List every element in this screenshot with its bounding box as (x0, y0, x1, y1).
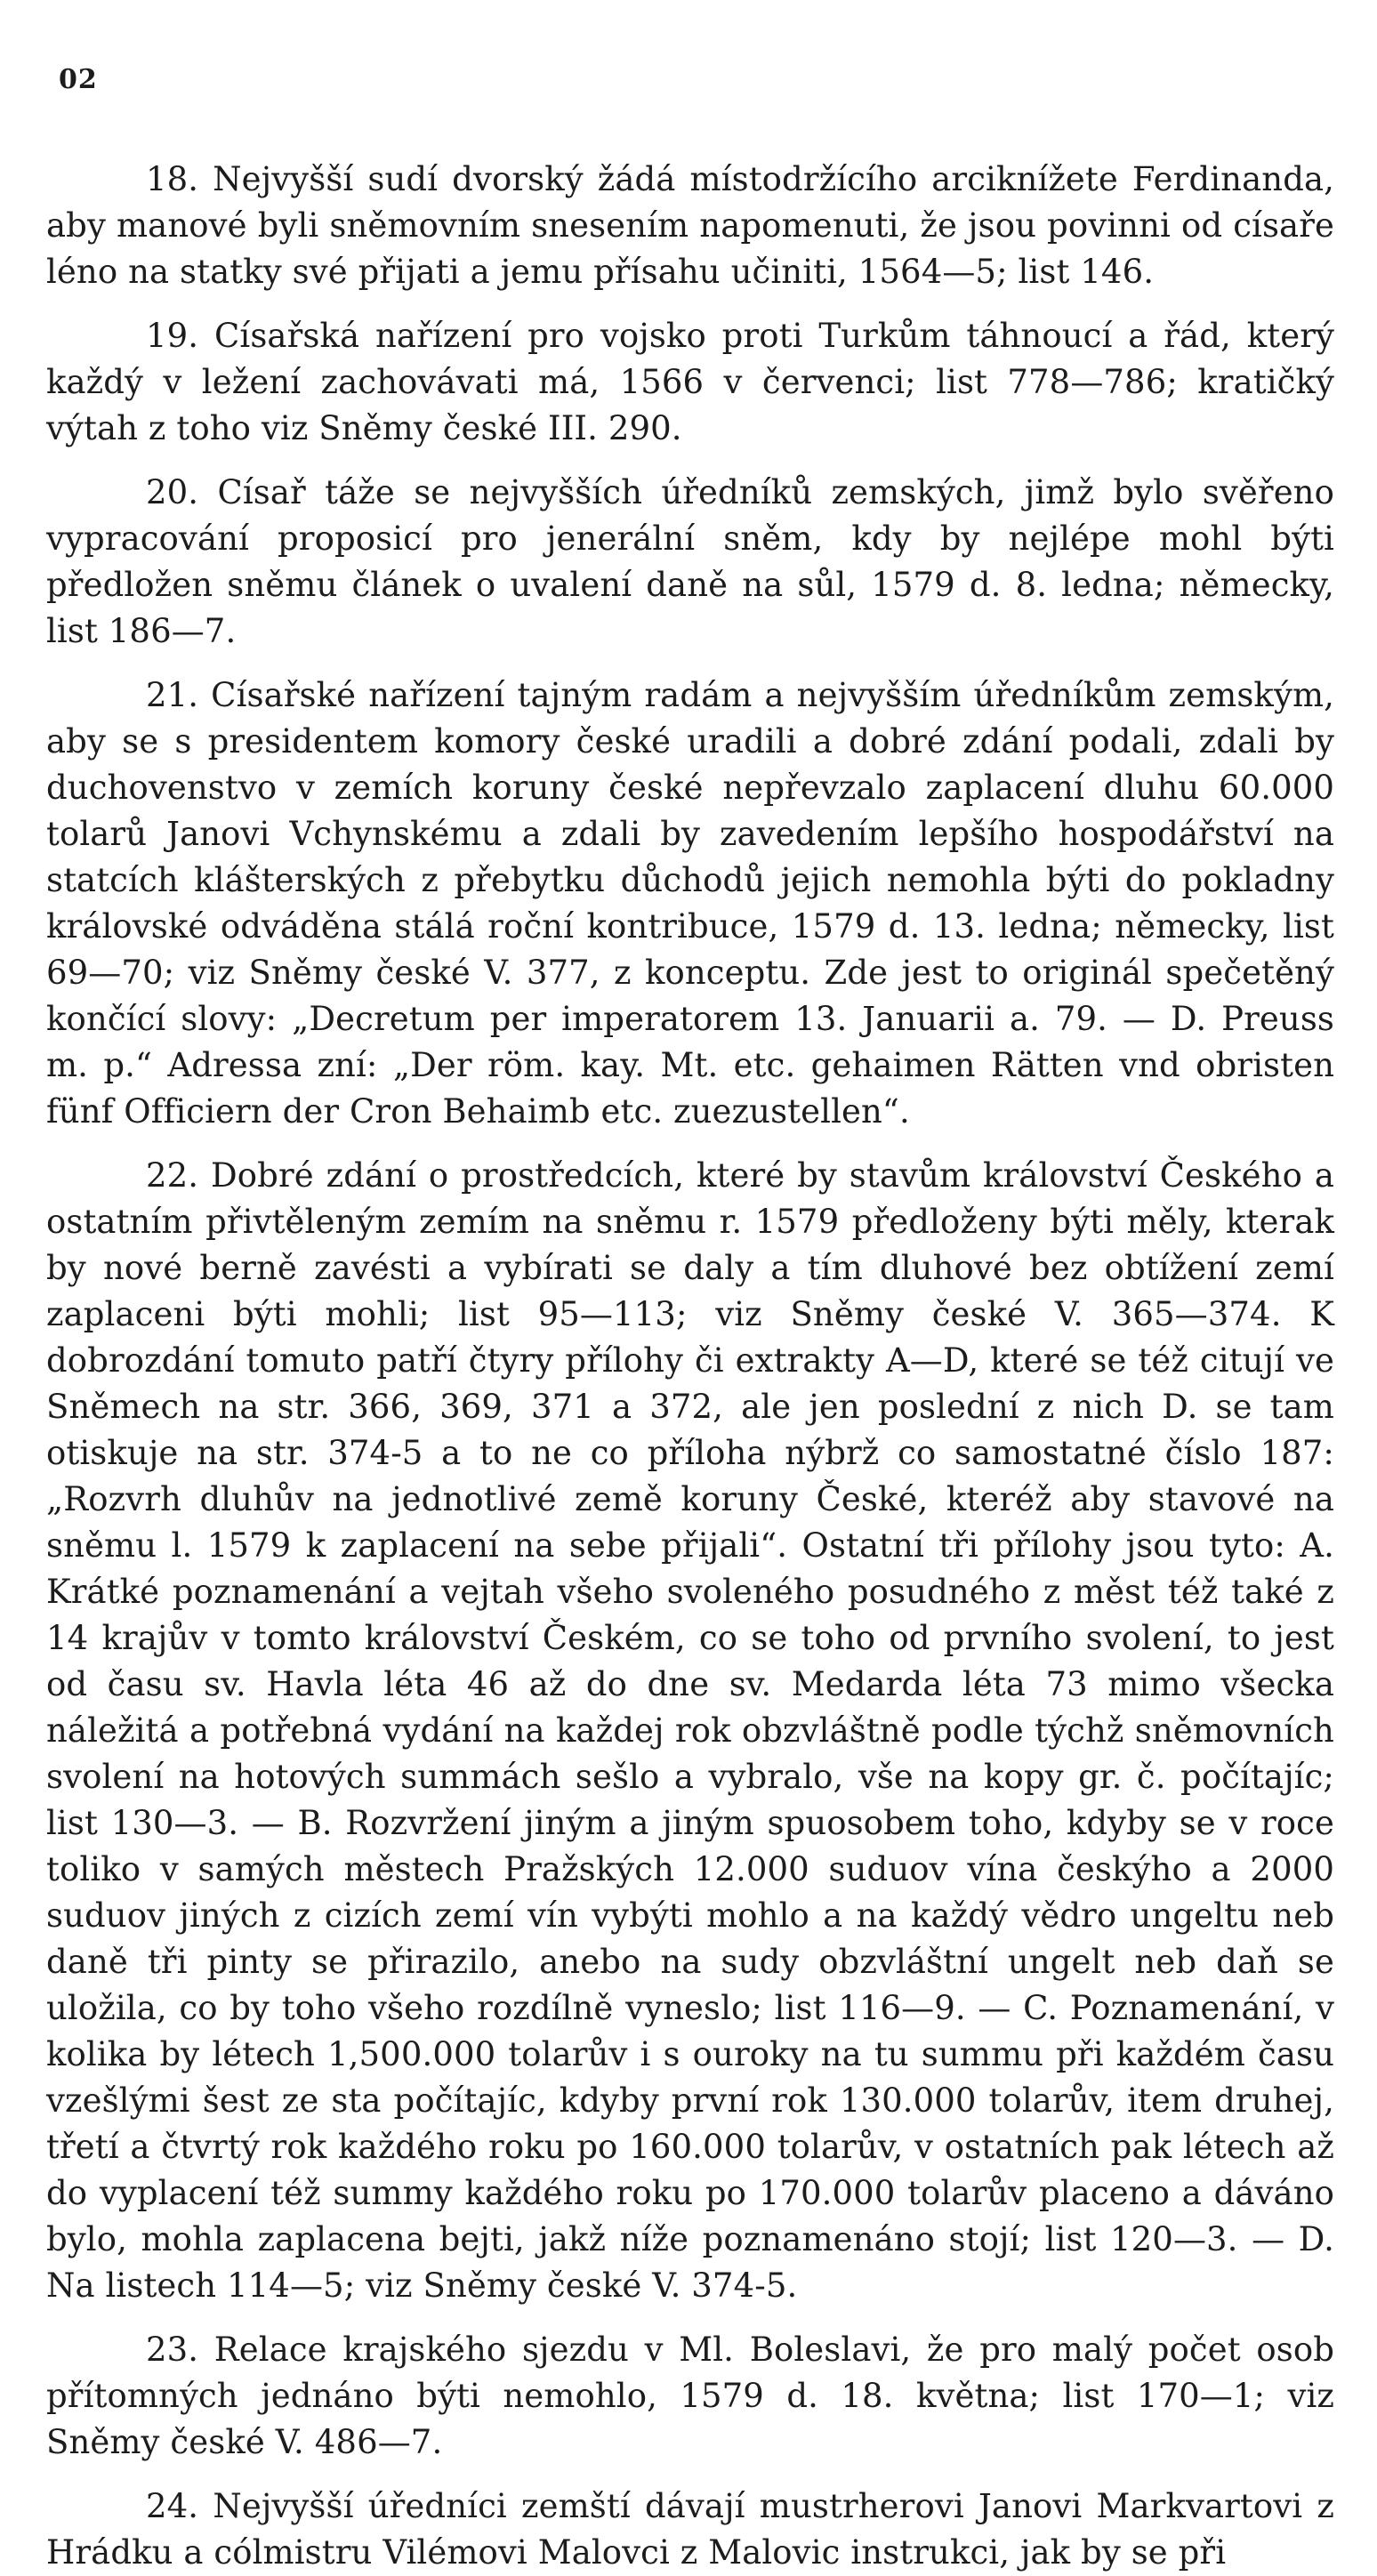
entry-23: 23. Relace krajského sjezdu v Ml. Boleslavi, že pro malý počet osob přítomných jednáno býti nemohlo, 1579 d. 18. května; list 170—1; viz Sněmy české V. 486—7. (46, 2330, 1334, 2461)
entry-22: 22. Dobré zdání o prostředcích, které by stavům království Českého a ostatním přivtěleným zemím na sněmu r. 1579 předloženy býti měly, kterak by nové berně zavésti a vybírati se daly a tím dluhové bez obtížení zemí zaplaceni býti mohli; list 95—113; viz Sněmy české V. 365—374. K dobrozdání tomuto patří čtyry přílohy či extrakty A—D, které se též citují ve Sněmech na str. 366, 369, 371 a 372, ale jen poslední z nich D. se tam otiskuje na str. 374-5 a to ne co příloha nýbrž co samostatné číslo 187: „Rozvrh dluhův na jednotlivé země koruny České, kteréž aby stavové na sněmu l. 1579 k zaplacení na sebe přijali“. Ostatní tři přílohy jsou tyto: A. Krátké poznamenání a vejtah všeho svoleného posudného z měst též také z 14 krajův v tomto království Českém, co se toho od prvního svolení, to jest od času sv. Havla léta 46 až do dne sv. Medarda léta 73 mimo všecka náležitá a potřebná vydání na každej rok obzvláštně podle týchž sněmovních svolení na hotových summách sešlo a vybralo, vše na kopy gr. č. počítajíc; list 130—3. — B. Rozvržení jiným a jiným spuosobem toho, kdyby se v roce toliko v samých městech Pražských 12.000 suduov vína českýho a 2000 suduov jiných z cizích zemí vín vybýti mohlo a na každý vědro ungeltu neb daně tři pinty se přirazilo, anebo na sudy obzvláštní ungelt neb daň se uložila, co by toho všeho rozdílně vyneslo; list 116—9. — C. Poznamenání, v kolika by létech 1,500.000 tolarův i s ouroky na tu summu při každém času vzešlými šest ze sta počítajíc, kdyby první rok 130.000 tolarův, item druhej, třetí a čtvrtý rok každého roku po 160.000 tolarův, v ostatních pak létech až do vyplacení též summy každého roku po 170.000 tolarův placeno a dáváno bylo, mohla zaplacena bejti, jakž níže poznamenáno stojí; list 120—3. — D. Na listech 114—5; viz Sněmy české V. 374-5. (46, 1156, 1334, 2305)
entry-24: 24. Nejvyšší úředníci zemští dávají mustrherovi Janovi Markvartovi z Hrádku a cólmistru Vilémovi Malovci z Malovic instrukci, jak by se při (46, 2487, 1334, 2572)
entry-21: 21. Císařské nařízení tajným radám a nejvyšším úředníkům zemským, aby se s presidentem komory české uradili a dobré zdání podali, zdali by duchovenstvo v zemích koruny české nepřevzalo zaplacení dluhu 60.000 tolarů Janovi Vchynskému a zdali by zavedením lepšího hospodářství na statcích klášterských z přebytku důchodů jejich nemohla býti do pokladny královské odváděna stálá roční kontribuce, 1579 d. 13. ledna; německy, list 69—70; viz Sněmy české V. 377, z konceptu. Zde jest to originál spečetěný končící slovy: „Decretum per imperatorem 13. Januarii a. 79. — D. Preuss m. p.“ Adressa zní: „Der röm. kay. Mt. etc. gehaimen Rätten vnd obristen fünf Officiern der Cron Behaimb etc. zuezustellen“. (46, 676, 1334, 1131)
page-number: 02 (59, 64, 98, 95)
entry-20: 20. Císař táže se nejvyšších úředníků zemských, jimž bylo svěřeno vypracování proposicí pro jenerální sněm, kdy by nejlépe mohl býti předložen sněmu článek o uvalení daně na sůl, 1579 d. 8. ledna; německy, list 186—7. (46, 473, 1334, 650)
entry-18: 18. Nejvyšší sudí dvorský žádá místodržícího arciknížete Ferdinanda, aby manové byli sněmovním snesením napomenuti, že jsou povinni od císaře léno na statky své přijati a jemu přísahu učiniti, 1564—5; list 146. (46, 160, 1334, 291)
entry-list (46, 157, 1334, 2576)
entry-19: 19. Císařská nařízení pro vojsko proti Turkům táhnoucí a řád, který každý v ležení zachovávati má, 1566 v červenci; list 778—786; kratičký výtah z toho viz Sněmy české III. 290. (46, 317, 1334, 447)
